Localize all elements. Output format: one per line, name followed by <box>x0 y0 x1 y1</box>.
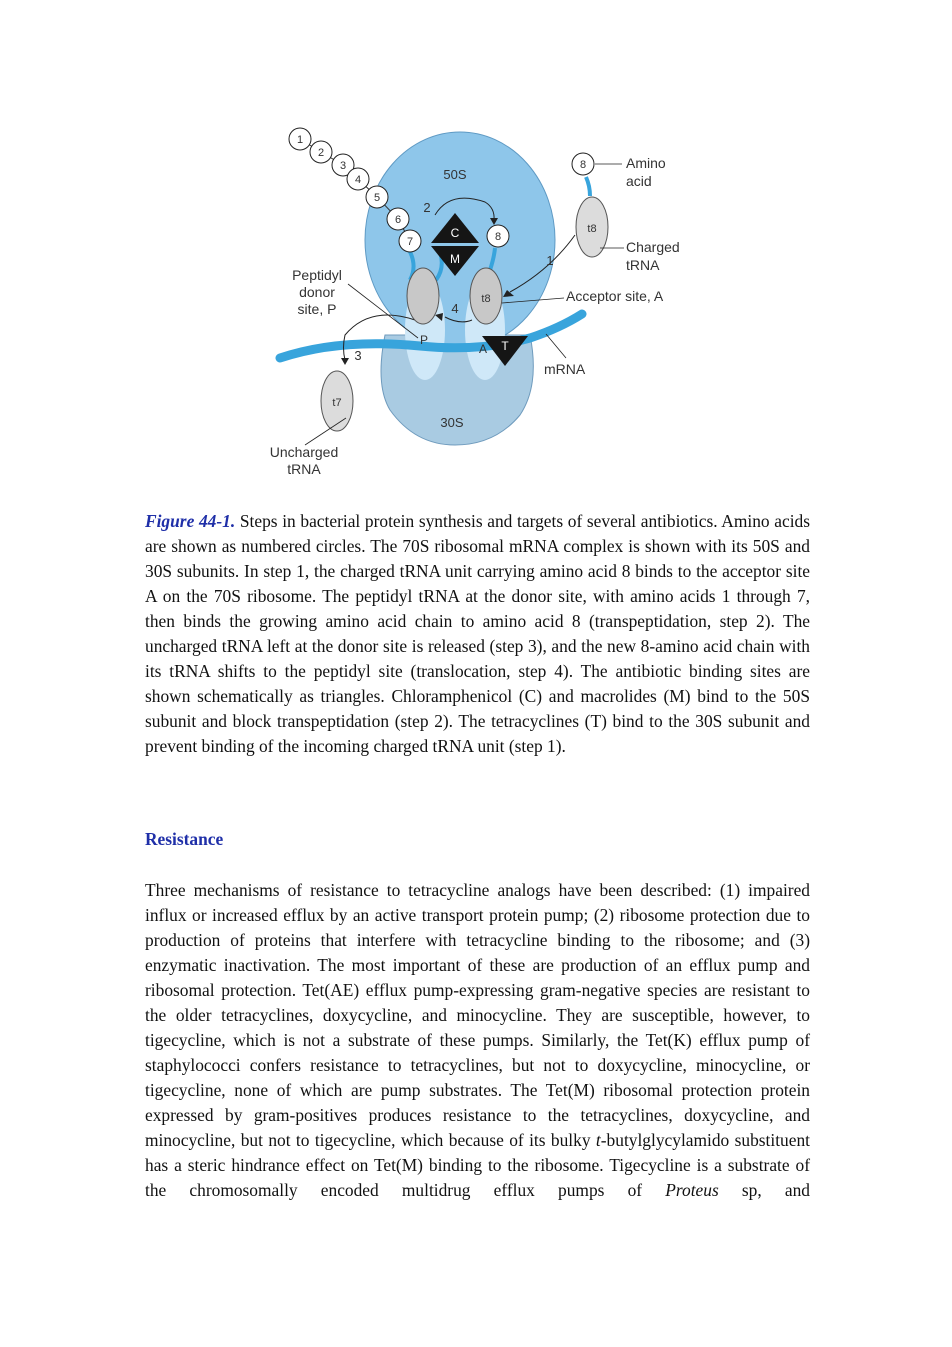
leader-mrna <box>546 334 566 358</box>
acceptor-site-label: Acceptor site, A <box>566 288 664 304</box>
section-heading: Resistance <box>145 829 224 849</box>
arrow-step-3-head <box>341 358 349 365</box>
figure-caption-label: Figure 44-1. <box>145 511 236 531</box>
antibiotic-m-label: M <box>450 252 460 266</box>
step-2-label: 2 <box>423 200 431 215</box>
amino-acid-number: 5 <box>373 192 381 204</box>
uncharged-label-line2: tRNA <box>287 461 321 477</box>
step-1-label: 1 <box>546 253 554 268</box>
paragraph-part-3: sp, and <box>718 1180 810 1200</box>
ribosome-diagram <box>250 120 700 490</box>
paragraph-italic-t: t <box>595 1130 601 1150</box>
uncharged-label-line1: Uncharged <box>269 444 339 460</box>
peptidyl-label-line1: Peptidyl <box>292 267 342 283</box>
step-3-label: 3 <box>354 348 362 363</box>
amino-acid-label-line2: acid <box>626 173 652 189</box>
amino-acid-number: 6 <box>394 214 402 226</box>
site-p-label: P <box>419 333 429 347</box>
ribosome-figure <box>250 120 700 490</box>
charged-trna-label-line2: tRNA <box>626 257 660 273</box>
paragraph-part-1: Three mechanisms of resistance to tetracycline analogs have been described: (1) impaired influx or increased efflux by an active transport protein pump; (2) ribosome protection due to production of proteins that interfere with tetracycline binding to the ribosome; and (3) enzymatic inactivation. The most important of these are production of an efflux pump and ribosomal protection. Tet(AE) efflux pump-expressing gram-negative species are resistant to the older tetracyclines, doxycycline, and minocycline. They are susceptible, however, to tigecycline, which is not a substrate of these pumps. Similarly, the Tet(K) efflux pump of staphylococci confers resistance to tetracyclines, but not to doxycycline, minocycline, or tigecycline, none of which are pump substrates. The Tet(M) ribosomal protection protein expressed by gram-positives produces resistance to the tetracyclines, doxycycline, and minocycline, but not to tigecycline, which because of its bulky <box>145 880 810 1150</box>
section-paragraph <box>145 878 810 1228</box>
amino-acid-8-charged-text: 8 <box>579 159 587 171</box>
figure-caption <box>145 509 810 759</box>
amino-acid-number: 4 <box>354 174 362 186</box>
site-a-label: A <box>478 342 488 356</box>
figure-caption-text: Steps in bacterial protein synthesis and targets of several antibiotics. Amino acids are shown as numbered circles. The 70S ribosomal mRNA complex is shown with its 50S and 30S subunits. In step 1, the charged tRNA unit carrying amino acid 8 binds to the acceptor site A on the 70S ribosome. The peptidyl tRNA at the donor site, with amino acids 1 through 7, then binds the growing amino acid chain to amino acid 8 (transpeptidation, step 2). The uncharged tRNA left at the donor site is released (step 3), and the new 8-amino acid chain with its tRNA shifts to the peptidyl site (translocation, step 4). The antibiotic binding sites are shown schematically as triangles. Chloramphenicol (C) and macrolides (M) bind to the 50S subunit and block transpeptidation (step 2). The tetracyclines (T) bind to the 30S subunit and prevent binding of the incoming charged tRNA unit (step 1). <box>145 511 811 756</box>
antibiotic-t-label: T <box>501 339 509 353</box>
amino-acid-number: 3 <box>339 160 347 172</box>
subunit-50s-label: 50S <box>443 167 467 182</box>
amino-acid-number: 2 <box>317 147 325 159</box>
antibiotic-c-label: C <box>450 226 460 240</box>
amino-acid-number: 1 <box>296 134 304 146</box>
uncharged-trna-label: t7 <box>332 397 342 409</box>
charged-trna-stem <box>586 177 590 196</box>
peptidyl-label-line2: donor <box>299 284 335 300</box>
paragraph-part-2: -butylglycylamido substituent has a steric hindrance effect on Tet(M) binding to the ribosome. Tigecycline is a substrate of the chromosomally encoded multidrug efflux pumps of <box>145 1130 810 1200</box>
amino-acid-label-line1: Amino <box>626 155 666 171</box>
trna-a-label: t8 <box>481 293 491 305</box>
trna-p-oval <box>407 268 439 324</box>
charged-trna-label-line1: Charged <box>626 239 680 255</box>
step-4-label: 4 <box>451 301 459 316</box>
paragraph-italic-proteus: Proteus <box>665 1180 719 1200</box>
charged-trna-label: t8 <box>587 223 597 235</box>
mrna-label: mRNA <box>544 361 586 377</box>
amino-acid-8-bound-text: 8 <box>494 231 502 243</box>
subunit-30s-label: 30S <box>440 415 464 430</box>
amino-acid-number: 7 <box>406 236 414 248</box>
peptidyl-label-line3: site, P <box>297 301 337 317</box>
